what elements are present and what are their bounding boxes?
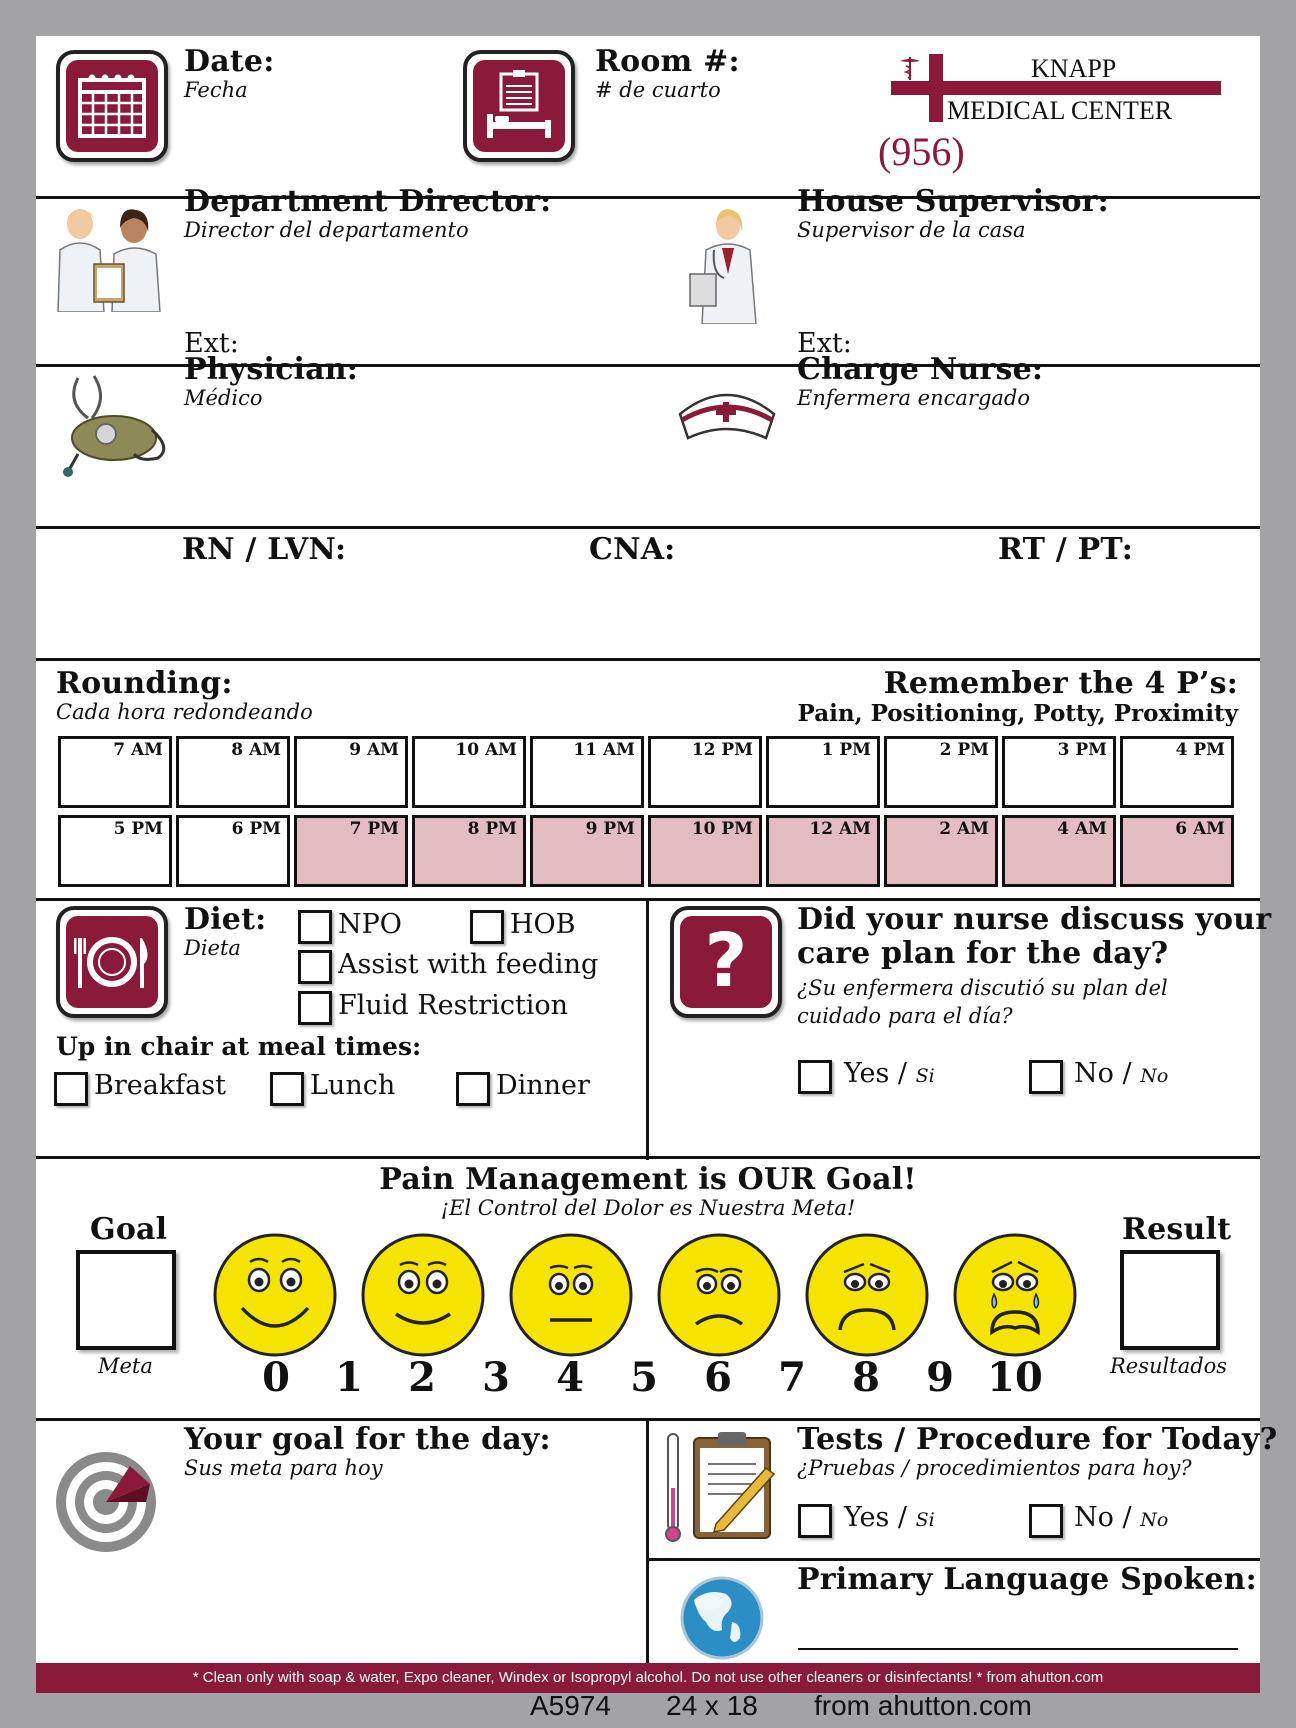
divider	[646, 898, 649, 1160]
rounding-time-label: 9 AM	[349, 740, 399, 760]
care-plan-question-es-1: ¿Su enfermera discutió su plan del	[797, 976, 1168, 1000]
target-icon	[54, 1444, 164, 1554]
dept-director-sub: Director del departamento	[184, 218, 469, 242]
question-icon: ?	[670, 906, 782, 1018]
rounding-time-label: 10 PM	[691, 819, 753, 839]
pain-scale-number: 5	[630, 1354, 658, 1401]
care-plan-question-2: care plan for the day?	[797, 936, 1169, 971]
diet-subtitle: Dieta	[184, 936, 241, 960]
area-code: (956)	[878, 129, 965, 174]
rounding-cell[interactable]	[176, 815, 290, 887]
lunch-label: Lunch	[310, 1070, 396, 1101]
rounding-cell[interactable]	[884, 736, 998, 808]
hospital-logo	[891, 54, 1221, 124]
result-label: Result	[1122, 1212, 1232, 1247]
dinner-checkbox[interactable]	[456, 1072, 490, 1106]
rounding-time-label: 6 AM	[1175, 819, 1225, 839]
diet-title: Diet:	[184, 902, 267, 937]
slightly-smiling-face-icon	[360, 1232, 486, 1358]
charge-nurse-label: Charge Nurse:	[797, 352, 1044, 387]
rounding-time-label: 2 PM	[939, 740, 989, 760]
lunch-checkbox[interactable]	[270, 1072, 304, 1106]
house-supervisor-sub: Supervisor de la casa	[797, 218, 1026, 242]
goal-label: Goal	[90, 1212, 168, 1247]
rounding-cell[interactable]	[530, 736, 644, 808]
rounding-time-label: 2 AM	[939, 819, 989, 839]
rounding-cell[interactable]	[1120, 736, 1234, 808]
goal-box[interactable]	[76, 1250, 176, 1350]
pain-scale-number: 2	[408, 1354, 436, 1401]
pain-scale-number: 3	[482, 1354, 510, 1401]
rounding-cell[interactable]	[294, 736, 408, 808]
divider	[646, 1418, 649, 1664]
care-plan-yes-label: Yes / Si	[844, 1058, 935, 1089]
divider	[36, 526, 1260, 529]
rounding-cell[interactable]	[1120, 815, 1234, 887]
rounding-cell[interactable]	[1002, 736, 1116, 808]
logo-line1: KNAPP	[1031, 54, 1117, 83]
rounding-time-label: 4 AM	[1057, 819, 1107, 839]
rounding-time-label: 1 PM	[821, 740, 871, 760]
room-label: Room #:	[595, 44, 740, 79]
rounding-cell[interactable]	[1002, 815, 1116, 887]
rounding-cell[interactable]	[648, 815, 762, 887]
tests-no-checkbox[interactable]	[1029, 1504, 1063, 1538]
goal-day-title: Your goal for the day:	[184, 1422, 551, 1457]
assist-feeding-label: Assist with feeding	[338, 949, 599, 980]
crying-face-icon	[952, 1232, 1078, 1358]
care-plan-no-checkbox[interactable]	[1029, 1060, 1063, 1094]
tests-no-label: No / No	[1074, 1502, 1169, 1533]
stethoscope-illustration	[48, 372, 172, 478]
rounding-time-label: 3 PM	[1057, 740, 1107, 760]
product-source: from ahutton.com	[814, 1690, 1032, 1721]
reminder-list: Pain, Positioning, Potty, Proximity	[797, 700, 1238, 727]
goal-sub: Meta	[98, 1354, 153, 1378]
rounding-time-label: 12 PM	[691, 740, 753, 760]
goal-day-subtitle: Sus meta para hoy	[184, 1456, 383, 1480]
rounding-cell[interactable]	[58, 736, 172, 808]
product-size: 24 x 18	[666, 1690, 758, 1721]
product-code: A5974	[530, 1690, 611, 1721]
rounding-time-label: 5 PM	[113, 819, 163, 839]
room-sub: # de cuarto	[595, 78, 721, 102]
rounding-cell[interactable]	[884, 815, 998, 887]
rounding-time-label: 7 AM	[113, 740, 163, 760]
pain-scale	[36, 1354, 1260, 1402]
fluid-restriction-label: Fluid Restriction	[338, 990, 569, 1021]
pain-scale-number: 1	[335, 1354, 363, 1401]
rounding-cell[interactable]	[648, 736, 762, 808]
dept-director-label: Department Director:	[184, 184, 552, 219]
care-plan-no-label: No / No	[1074, 1058, 1169, 1089]
breakfast-label: Breakfast	[94, 1070, 226, 1101]
pain-title: Pain Management is OUR Goal!	[379, 1162, 917, 1197]
cna-label: CNA:	[589, 532, 676, 567]
physician-sub: Médico	[184, 386, 263, 410]
divider	[36, 658, 1260, 661]
frowning-face-icon	[656, 1232, 782, 1358]
footer-band	[36, 1663, 1260, 1693]
dinner-label: Dinner	[496, 1070, 590, 1101]
pain-scale-number: 10	[987, 1354, 1043, 1401]
rounding-time-label: 7 PM	[349, 819, 399, 839]
house-ext-label: Ext:	[797, 328, 852, 359]
rounding-cell[interactable]	[294, 815, 408, 887]
tests-subtitle: ¿Pruebas / procedimientos para hoy?	[797, 1456, 1192, 1480]
rounding-time-label: 10 AM	[455, 740, 517, 760]
rounding-cell[interactable]	[412, 736, 526, 808]
rounding-cell[interactable]	[176, 736, 290, 808]
rt-pt-label: RT / PT:	[998, 532, 1134, 567]
dining-icon	[56, 906, 168, 1018]
nurse-illustration	[684, 204, 764, 324]
rounding-row-2	[58, 815, 1238, 889]
rounding-time-label: 8 PM	[467, 819, 517, 839]
rn-lvn-label: RN / LVN:	[182, 532, 347, 567]
npo-checkbox[interactable]	[298, 910, 332, 944]
footer-notice: * Clean only with soap & water, Expo cleaner, Windex or Isopropyl alcohol. Do not use other cleaners or disinfectants! * from ahutton.com	[192, 1669, 1104, 1686]
tests-yes-checkbox[interactable]	[798, 1504, 832, 1538]
breakfast-checkbox[interactable]	[54, 1072, 88, 1106]
rounding-cell[interactable]	[766, 815, 880, 887]
pain-scale-number: 4	[556, 1354, 584, 1401]
caduceus-icon	[896, 56, 924, 80]
pain-subtitle: ¡El Control del Dolor es Nuestra Meta!	[440, 1196, 856, 1220]
rounding-time-label: 9 PM	[585, 819, 635, 839]
reminder-title: Remember the 4 P’s:	[883, 666, 1238, 701]
assist-feeding-checkbox[interactable]	[298, 950, 332, 984]
pain-scale-number: 8	[852, 1354, 880, 1401]
neutral-face-icon	[508, 1232, 634, 1358]
rounding-row-1	[58, 736, 1238, 810]
hob-checkbox[interactable]	[470, 910, 504, 944]
rounding-subtitle: Cada hora redondeando	[56, 700, 313, 724]
care-plan-question-es-2: cuidado para el día?	[797, 1004, 1013, 1028]
house-supervisor-label: House Supervisor:	[797, 184, 1109, 219]
fluid-restriction-checkbox[interactable]	[298, 991, 332, 1025]
rounding-cell[interactable]	[530, 815, 644, 887]
result-sub: Resultados	[1110, 1354, 1228, 1378]
pain-scale-number: 9	[926, 1354, 954, 1401]
hospital-bed-icon	[463, 50, 575, 162]
care-plan-yes-checkbox[interactable]	[798, 1060, 832, 1094]
smiley-face-icon	[212, 1232, 338, 1358]
care-plan-question-1: Did your nurse discuss your	[797, 902, 1272, 937]
rounding-time-label: 8 AM	[231, 740, 281, 760]
sad-face-icon	[804, 1232, 930, 1358]
divider	[646, 1558, 1260, 1561]
date-sub: Fecha	[184, 78, 248, 102]
pain-scale-number: 6	[704, 1354, 732, 1401]
pain-scale-number: 7	[778, 1354, 806, 1401]
clipboard-thermometer-icon	[664, 1428, 788, 1546]
language-title: Primary Language Spoken:	[797, 1562, 1257, 1597]
rounding-cell[interactable]	[412, 815, 526, 887]
logo-line2: MEDICAL CENTER	[947, 96, 1173, 125]
date-label: Date:	[184, 44, 275, 79]
rounding-cell[interactable]	[766, 736, 880, 808]
dept-ext-label: Ext:	[184, 328, 239, 359]
tests-title: Tests / Procedure for Today?	[797, 1422, 1278, 1457]
rounding-time-label: 4 PM	[1175, 740, 1225, 760]
rounding-time-label: 6 PM	[231, 819, 281, 839]
chair-label: Up in chair at meal times:	[56, 1032, 422, 1061]
language-line	[798, 1648, 1238, 1650]
result-box[interactable]	[1120, 1250, 1220, 1350]
pain-scale-number: 0	[262, 1354, 290, 1401]
rounding-time-label: 12 AM	[809, 819, 871, 839]
doctors-illustration	[50, 202, 170, 312]
hob-label: HOB	[510, 909, 576, 940]
rounding-title: Rounding:	[56, 666, 233, 701]
nurse-cap-icon	[672, 380, 782, 452]
rounding-cell[interactable]	[58, 815, 172, 887]
tests-yes-label: Yes / Si	[844, 1502, 935, 1533]
charge-nurse-sub: Enfermera encargado	[797, 386, 1030, 410]
divider	[36, 1156, 1260, 1159]
npo-label: NPO	[338, 909, 402, 940]
physician-label: Physician:	[184, 352, 359, 387]
whiteboard	[36, 36, 1278, 1663]
rounding-time-label: 11 AM	[573, 740, 635, 760]
calendar-icon	[56, 50, 168, 162]
